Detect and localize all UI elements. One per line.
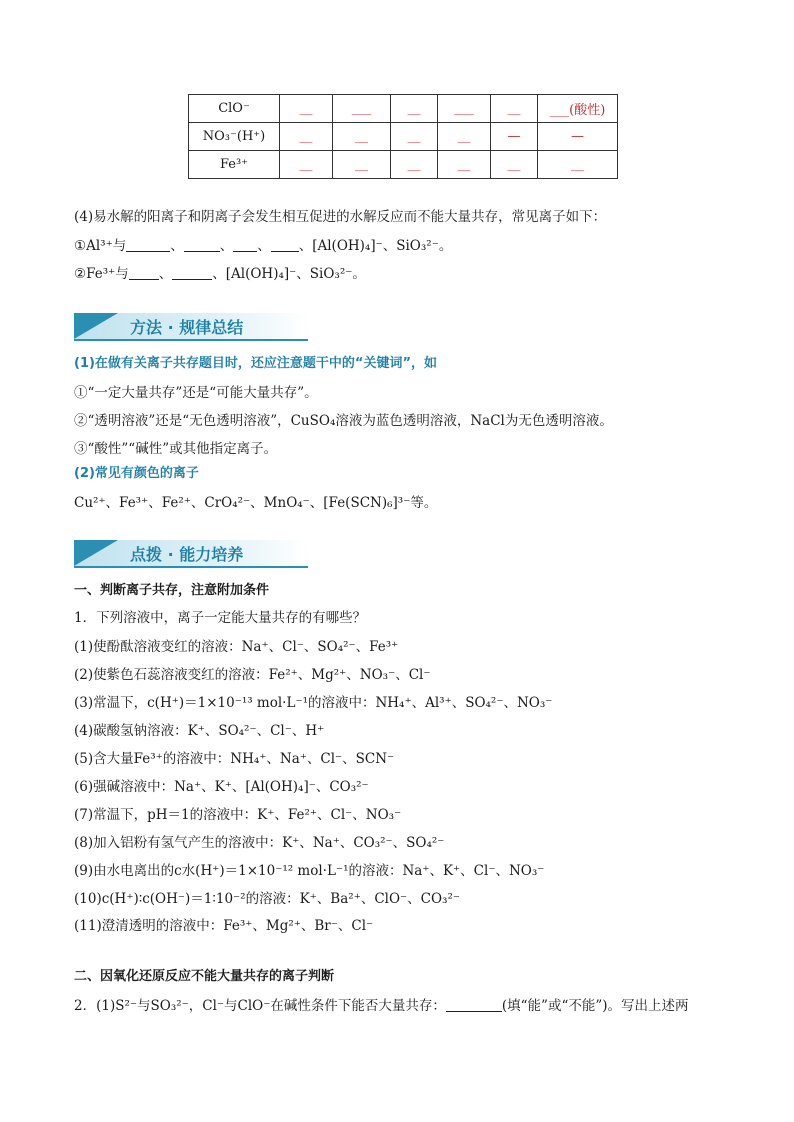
table-cell: __: [280, 151, 333, 179]
table-cell: __: [280, 95, 333, 123]
q2-prefix: 2．(1)S²⁻与SO₃²⁻，Cl⁻与ClO⁻在碱性条件下能否大量共存：: [74, 998, 446, 1014]
table-cell: ___: [438, 95, 491, 123]
answer-blank[interactable]: [271, 238, 299, 252]
practice-heading-1: 一、判断离子共存，注意附加条件: [74, 583, 270, 598]
list-item: (8)加入铝粉有氢气产生的溶液中：K⁺、Na⁺、CO₃²⁻、SO₄²⁻: [74, 835, 445, 851]
method-heading-2: (2)常见有颜色的离子: [74, 466, 199, 481]
item2-prefix: ②Fe³⁺与: [74, 266, 129, 282]
section-banner-practice: [74, 540, 308, 566]
table-cell: __: [391, 123, 438, 151]
ion-label: Fe³⁺: [189, 151, 280, 179]
q2-suffix: (填“能”或“不能”)。写出上述两: [501, 998, 689, 1014]
list-item: (7)常温下，pH＝1的溶液中：K⁺、Fe²⁺、Cl⁻、NO₃⁻: [74, 807, 402, 823]
table-row: [189, 123, 618, 151]
list-item: (9)由水电离出的c水(H⁺)＝1×10⁻¹² mol·L⁻¹的溶液：Na⁺、K⁺、Cl⁻、NO₃⁻: [74, 863, 545, 879]
cell-note: (酸性): [569, 103, 606, 118]
answer-blank[interactable]: [129, 266, 159, 280]
table-cell: __: [333, 151, 391, 179]
section-banner-method: [74, 313, 308, 339]
answer-blank[interactable]: [184, 238, 220, 252]
item1-prefix: ①Al³⁺与: [74, 238, 127, 254]
table-row: [189, 95, 618, 123]
list-item: (3)常温下，c(H⁺)＝1×10⁻¹³ mol·L⁻¹的溶液中：NH₄⁺、Al³⁺、SO₄²⁻、NO₃⁻: [74, 695, 553, 711]
method-line-2: ②“透明溶液”还是“无色透明溶液”，CuSO₄溶液为蓝色透明溶液，NaCl为无色透明溶液。: [74, 413, 613, 429]
table-row: [189, 151, 618, 179]
answer-blank[interactable]: [172, 266, 212, 280]
list-item: (11)澄清透明的溶液中：Fe³⁺、Mg²⁺、Br⁻、Cl⁻: [74, 918, 374, 934]
table-cell: __: [491, 151, 538, 179]
ion-label: ClO⁻: [189, 95, 280, 123]
section4-item2: ②Fe³⁺与 、 、[Al(OH)₄]⁻、SiO₃²⁻。: [74, 266, 366, 282]
answer-blank[interactable]: [446, 998, 502, 1012]
table-cell: [538, 95, 618, 123]
list-item: (5)含大量Fe³⁺的溶液中：NH₄⁺、Na⁺、Cl⁻、SCN⁻: [74, 751, 395, 767]
section4-intro: (4)易水解的阳离子和阴离子会发生相互促进的水解反应而不能大量共存，常见离子如下：: [74, 209, 607, 225]
table-cell: __: [391, 151, 438, 179]
ion-label: NO₃⁻(H⁺): [189, 123, 280, 151]
table-cell: __: [333, 123, 391, 151]
table-cell: __: [491, 95, 538, 123]
method-line-3: ③“酸性”“碱性”或其他指定离子。: [74, 441, 278, 457]
method-heading-1: (1)在做有关离子共存题目时，还应注意题干中的“关键词”，如: [74, 356, 438, 371]
answer-blank[interactable]: [126, 238, 170, 252]
method-line-1: ①“一定大量共存”还是“可能大量共存”。: [74, 385, 318, 401]
item2-suffix: 、[Al(OH)₄]⁻、SiO₃²⁻。: [212, 266, 366, 282]
banner-title: 点拨 · 能力培养: [130, 545, 244, 564]
practice-heading-2: 二、因氧化还原反应不能大量共存的离子判断: [74, 969, 335, 984]
table-cell: __: [280, 123, 333, 151]
question-2: [74, 994, 689, 1014]
question-1: 1．下列溶液中，离子一定能大量共存的有哪些？: [74, 610, 367, 626]
table-cell: ___: [333, 95, 391, 123]
ion-coexistence-table: [188, 94, 618, 179]
answer-blank[interactable]: [233, 238, 257, 252]
table-cell: __: [438, 123, 491, 151]
table-cell: —: [538, 123, 618, 151]
section4-item1: ①Al³⁺与 、 、 、 、[Al(OH)₄]⁻、SiO₃²⁻。: [74, 238, 453, 254]
list-item: (4)碳酸氢钠溶液：K⁺、SO₄²⁻、Cl⁻、H⁺: [74, 723, 325, 739]
list-item: (2)使紫色石蕊溶液变红的溶液：Fe²⁺、Mg²⁺、NO₃⁻、Cl⁻: [74, 667, 431, 683]
item1-suffix: 、[Al(OH)₄]⁻、SiO₃²⁻。: [298, 238, 453, 254]
list-item: (10)c(H⁺)∶c(OH⁻)＝1∶10⁻²的溶液：K⁺、Ba²⁺、ClO⁻、CO₃²⁻: [74, 891, 461, 907]
list-item: (6)强碱溶液中：Na⁺、K⁺、[Al(OH)₄]⁻、CO₃²⁻: [74, 779, 369, 795]
table-cell: __: [438, 151, 491, 179]
table-cell: —: [491, 123, 538, 151]
list-item: (1)使酚酞溶液变红的溶液：Na⁺、Cl⁻、SO₄²⁻、Fe³⁺: [74, 639, 399, 655]
table-cell: __: [391, 95, 438, 123]
table-cell: __: [538, 151, 618, 179]
method-line-4: Cu²⁺、Fe³⁺、Fe²⁺、CrO₄²⁻、MnO₄⁻、[Fe(SCN)₆]³⁻等。: [74, 495, 438, 511]
banner-title: 方法 · 规律总结: [130, 318, 244, 337]
cell-blank: ___: [549, 103, 570, 118]
